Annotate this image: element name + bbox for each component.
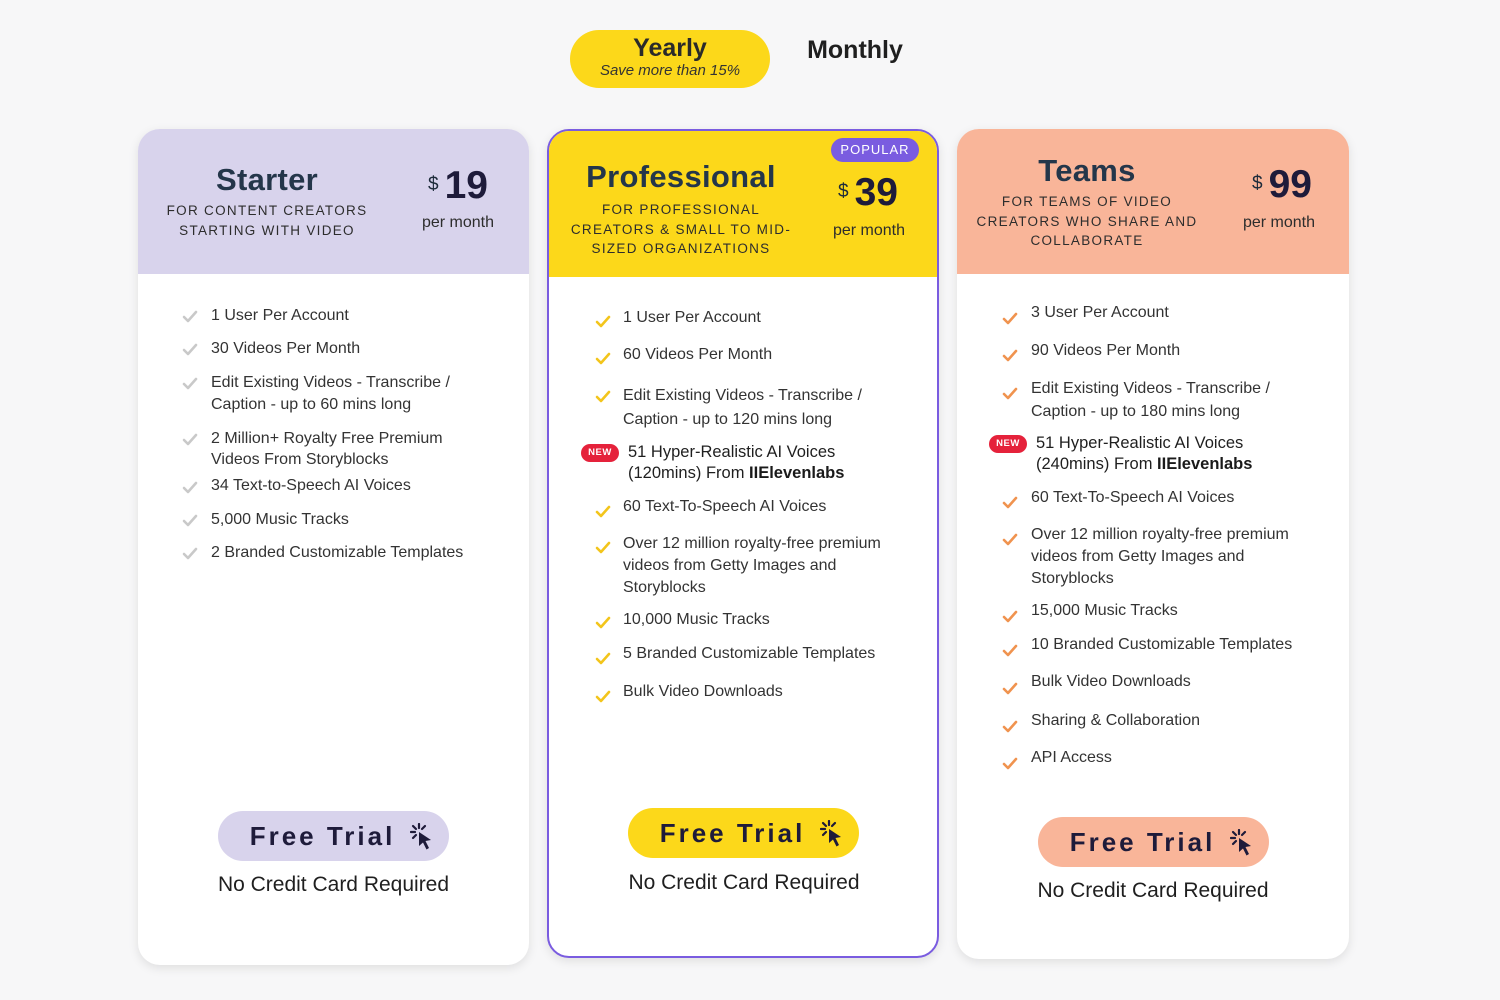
feature-text: 1 User Per Account	[623, 309, 761, 326]
feature-text: 60 Videos Per Month	[623, 346, 773, 363]
free-trial-button[interactable]	[628, 808, 859, 858]
feature-text: 2 Branded Customizable Templates	[211, 544, 464, 561]
feature-text: Edit Existing Videos - Transcribe / Caption - up to 120 mins long	[623, 387, 862, 428]
plan-price	[413, 164, 503, 208]
check-icon	[595, 541, 611, 555]
feature-text: 60 Text-To-Speech AI Voices	[623, 498, 827, 515]
check-icon	[1002, 533, 1018, 547]
plan-card-professional	[547, 129, 939, 958]
elevenlabs-brand: IIElevenlabs	[1157, 455, 1253, 473]
check-icon	[1002, 644, 1018, 658]
check-icon	[1002, 610, 1018, 624]
feature-text: 2 Million+ Royalty Free Premium Videos From Storyblocks	[211, 430, 443, 468]
check-icon	[1002, 720, 1018, 734]
check-icon	[182, 433, 198, 447]
no-credit-card-note: No Credit Card Required	[1037, 879, 1269, 902]
check-icon	[182, 310, 198, 324]
feature-text: 60 Text-To-Speech AI Voices	[1031, 489, 1235, 506]
check-icon	[595, 616, 611, 630]
feature-text: 34 Text-to-Speech AI Voices	[211, 477, 411, 494]
cta-label: Free Trial	[659, 818, 806, 848]
feature-text-voices	[628, 442, 888, 484]
plan-header	[138, 129, 529, 274]
click-cursor-icon	[820, 820, 846, 848]
price-amount: 19	[444, 164, 488, 207]
feature-text: 30 Videos Per Month	[211, 340, 361, 357]
check-icon	[182, 481, 198, 495]
check-icon	[1002, 682, 1018, 696]
free-trial-button[interactable]	[1038, 817, 1269, 867]
check-icon	[182, 547, 198, 561]
price-currency: $	[1252, 173, 1263, 194]
cta-label: Free Trial	[1069, 827, 1216, 857]
new-badge: NEW	[581, 444, 619, 462]
plan-header	[549, 131, 937, 277]
feature-text: 90 Videos Per Month	[1031, 342, 1181, 359]
check-icon	[1002, 757, 1018, 771]
feature-text: 10,000 Music Tracks	[623, 611, 770, 628]
price-currency: $	[428, 174, 439, 195]
plan-header	[957, 129, 1349, 274]
plan-description: FOR CONTENT CREATORS STARTING WITH VIDEO	[166, 203, 368, 238]
feature-text: 3 User Per Account	[1031, 304, 1169, 321]
check-icon	[595, 652, 611, 666]
price-amount: 39	[854, 171, 898, 214]
check-icon	[1002, 387, 1018, 401]
price-amount: 99	[1268, 163, 1312, 206]
check-icon	[595, 315, 611, 329]
feature-text: 5,000 Music Tracks	[211, 511, 349, 528]
feature-text: Bulk Video Downloads	[623, 683, 783, 700]
plan-price	[1237, 163, 1327, 207]
feature-text: API Access	[1031, 749, 1112, 766]
feature-text: Sharing & Collaboration	[1031, 712, 1200, 729]
yearly-label: Yearly	[633, 34, 707, 62]
price-period: per month	[1242, 214, 1316, 231]
check-icon	[1002, 312, 1018, 326]
free-trial-button[interactable]	[218, 811, 449, 861]
cta-label: Free Trial	[249, 821, 396, 851]
plan-price	[823, 171, 913, 215]
plan-card-teams	[957, 129, 1349, 959]
check-icon	[182, 377, 198, 391]
feature-text-voices	[1036, 433, 1296, 475]
plan-card-starter	[138, 129, 529, 965]
price-period: per month	[832, 222, 906, 239]
plan-description: FOR PROFESSIONAL CREATORS & SMALL TO MID-SIZED ORGANIZATIONS	[570, 202, 792, 256]
billing-toggle-monthly[interactable]: Monthly	[807, 36, 903, 64]
feature-text: Over 12 million royalty-free premium videos from Getty Images and Storyblocks	[623, 535, 881, 596]
feature-text: Edit Existing Videos - Transcribe / Caption - up to 180 mins long	[1031, 380, 1270, 420]
feature-text: Bulk Video Downloads	[1031, 673, 1191, 690]
check-icon	[182, 343, 198, 357]
feature-text: Edit Existing Videos - Transcribe / Caption - up to 60 mins long	[211, 374, 450, 413]
feature-text: 51 Hyper-Realistic AI Voices (120mins) From	[628, 443, 836, 482]
billing-toggle-yearly[interactable]	[570, 30, 770, 88]
check-icon	[182, 514, 198, 528]
check-icon	[1002, 496, 1018, 510]
click-cursor-icon	[1230, 829, 1256, 857]
check-icon	[595, 690, 611, 704]
popular-badge: POPULAR	[831, 138, 919, 162]
check-icon	[595, 390, 611, 404]
no-credit-card-note: No Credit Card Required	[217, 873, 450, 896]
price-currency: $	[838, 181, 849, 202]
new-badge: NEW	[989, 435, 1027, 453]
feature-text: 10 Branded Customizable Templates	[1031, 636, 1293, 653]
plan-name: Starter	[215, 162, 319, 197]
elevenlabs-brand: IIElevenlabs	[749, 464, 845, 482]
plan-description: FOR TEAMS OF VIDEO CREATORS WHO SHARE AND COLLABORATE	[976, 194, 1198, 248]
check-icon	[595, 505, 611, 519]
plan-name: Professional	[586, 159, 776, 194]
feature-text: 1 User Per Account	[211, 307, 349, 324]
feature-text: 51 Hyper-Realistic AI Voices (240mins) From	[1036, 434, 1244, 473]
yearly-note: Save more than 15%	[599, 62, 741, 79]
check-icon	[595, 352, 611, 366]
click-cursor-icon	[410, 823, 436, 851]
feature-text: Over 12 million royalty-free premium videos from Getty Images and Storyblocks	[1031, 526, 1289, 587]
no-credit-card-note: No Credit Card Required	[628, 871, 860, 894]
feature-text: 15,000 Music Tracks	[1031, 602, 1178, 619]
check-icon	[1002, 349, 1018, 363]
feature-text: 5 Branded Customizable Templates	[623, 645, 876, 662]
price-period: per month	[421, 214, 495, 231]
plan-name: Teams	[1038, 153, 1136, 188]
